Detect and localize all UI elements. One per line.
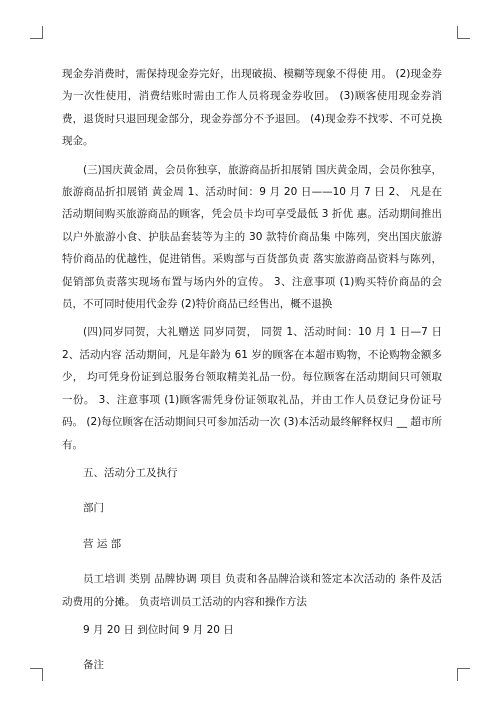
paragraph-same-age-gift: (四)同岁同贺，大礼赠送 同岁同贺， 同贺 1、活动时间：10 月 1 日—7 日 2、活动内容 活动期间，凡是年龄为 61 岁的顾客在本超市购物，不论购物金额多少， 均可凭身份证到总服务台领取精美礼品一份。每位顾客在活动期间只可领取 一份。 3、注意事项 (1)顾客需凭身份证领取礼品，并由工作人员登记身份证号码。 (2)每位顾客在活动期间只可参加活动一次 (3)本活动最终解释权归 __ 超市所有。 xyxy=(62,326,442,451)
crop-mark-top-right xyxy=(457,26,470,39)
label-department: 部门 xyxy=(83,502,104,515)
label-remarks: 备注 xyxy=(83,659,104,672)
paragraph-golden-week-promotion: (三)国庆黄金周，会员你独享，旅游商品折扣展销 国庆黄金周，会员你独享，旅游商品折扣展销 黄金周 1、活动时间：9 月 20 日——10 月 7 日 2、 凡是在活动期间购买旅游商品的顾客，凭会员卡均可享受最低 3 折优 惠。活动期间推出以户外旅游小食、护肤品套装等为主的 30 款特价商品集 中陈列，突出国庆旅游特价商品的优越性，促进销售。采购部与百货部负责 落实旅游商品资料与陈列，促销部负责落实现场布置与场内外的宣传。 3、注意事项 (1)购买特价商品的会员，不可同时使用代金券 (2)特价商品已经售出，概不退换 xyxy=(62,163,442,311)
crop-mark-bottom-left xyxy=(30,668,43,681)
crop-mark-top-left xyxy=(30,26,43,39)
paragraph-cash-voucher-rules: 现金券消费时，需保持现金券完好，出现破损、模糊等现象不得使 用。 (2)现金券为一次性使用，消费结账时需由工作人员将现金券收回。 (3)顾客使用现金券消费，退货时只退回现金部分，现金券部分不予退回。 (4)现金券不找零、不可兑换现金。 xyxy=(62,68,442,148)
document-body xyxy=(62,63,442,690)
label-operations-department: 营 运 部 xyxy=(83,537,122,550)
label-dates: 9 月 20 日 到位时间 9 月 20 日 xyxy=(83,623,234,636)
paragraph-staff-training: 员工培训 类别 品牌协调 项目 负责和各品牌洽谈和签定本次活动的 条件及活动费用的分摊。 负责培训员工活动的内容和操作方法 xyxy=(62,573,442,608)
section-heading-division-execution: 五、活动分工及执行 xyxy=(83,466,178,479)
crop-mark-bottom-right xyxy=(457,668,470,681)
